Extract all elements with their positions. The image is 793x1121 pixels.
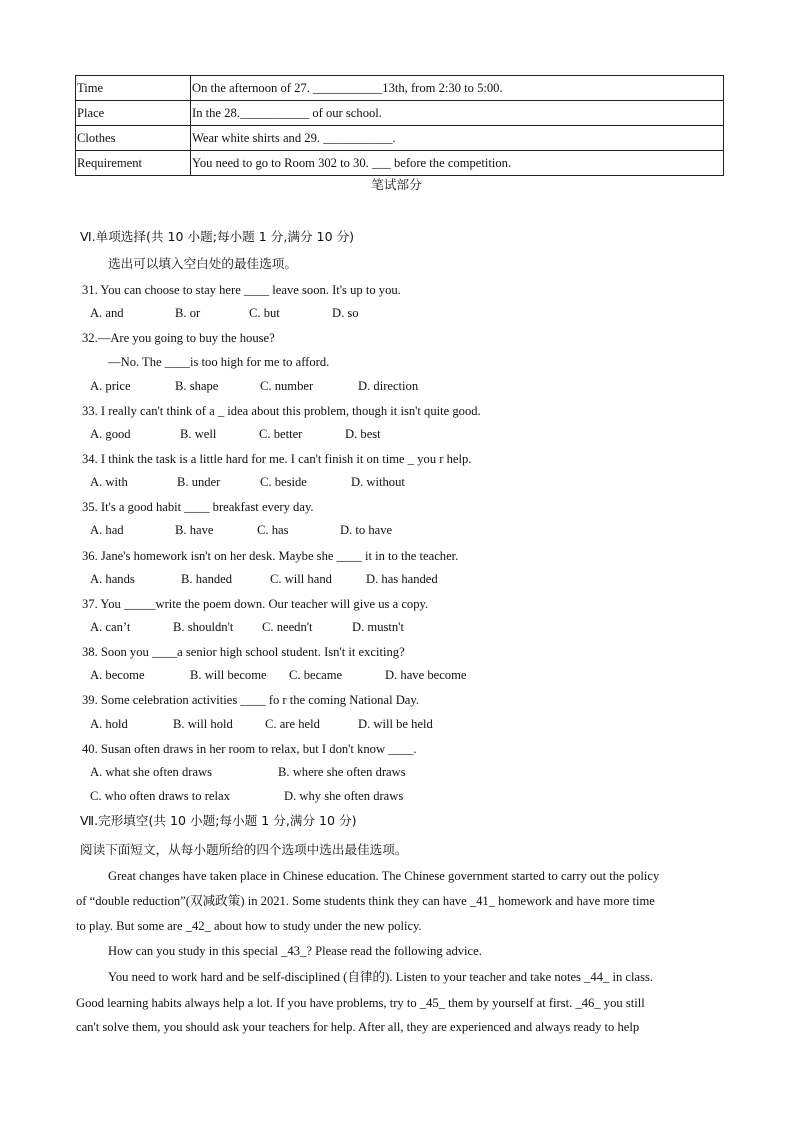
- option: D. best: [345, 427, 381, 441]
- option: B. where she often draws: [278, 765, 406, 779]
- passage-line: of “double reduction”(双减政策) in 2021. Some students think they can have _41_ homework and have more time: [76, 894, 655, 908]
- option: D. to have: [340, 523, 393, 537]
- passage-line: Great changes have taken place in Chinese education. The Chinese government started to carry out the policy: [108, 869, 660, 883]
- table-key: Requirement: [76, 151, 191, 176]
- table-row: [76, 126, 724, 151]
- option: A. good: [90, 427, 131, 441]
- question-stem: 38. Soon you ____a senior high school student. Isn't it exciting?: [82, 645, 405, 659]
- option: B. well: [180, 427, 217, 441]
- option: A. price: [90, 379, 131, 393]
- table-key: Time: [76, 76, 191, 101]
- option: C. number: [260, 379, 314, 393]
- option: C. who often draws to relax: [90, 789, 230, 803]
- passage-line: to play. But some are _42_ about how to study under the new policy.: [76, 919, 422, 933]
- option: A. hands: [90, 572, 135, 586]
- option: D. have become: [385, 668, 467, 682]
- question-stem: 32.—Are you going to buy the house?: [82, 331, 275, 345]
- part6-heading: Ⅵ.单项选择(共 10 小题;每小题 1 分,满分 10 分): [80, 229, 355, 244]
- question-stem: 36. Jane's homework isn't on her desk. Maybe she ____ it in to the teacher.: [82, 549, 459, 563]
- part6-instruction: 选出可以填入空白处的最佳选项。: [108, 256, 297, 271]
- table-row: [76, 101, 724, 126]
- passage-line: Good learning habits always help a lot. If you have problems, try to _45_ them by yourself at first. _46_ you still: [76, 996, 645, 1010]
- option: A. what she often draws: [90, 765, 213, 779]
- table-value: In the 28.___________ of our school.: [191, 101, 724, 126]
- option: A. can’t: [90, 620, 131, 634]
- table-value: Wear white shirts and 29. ___________.: [191, 126, 724, 151]
- table-value: You need to go to Room 302 to 30. ___ before the competition.: [191, 151, 724, 176]
- table-value: On the afternoon of 27. ___________13th, from 2:30 to 5:00.: [191, 76, 724, 101]
- passage-line: can't solve them, you should ask your teachers for help. After all, they are experienced and always ready to help: [76, 1020, 640, 1034]
- option: B. under: [177, 475, 221, 489]
- option: D. direction: [358, 379, 419, 393]
- table-key: Clothes: [76, 126, 191, 151]
- question-stem: 39. Some celebration activities ____ fo r the coming National Day.: [82, 693, 420, 707]
- option: D. has handed: [366, 572, 438, 586]
- option: B. shouldn't: [173, 620, 234, 634]
- option: C. needn't: [262, 620, 313, 634]
- option: B. have: [175, 523, 214, 537]
- question-stem: 34. I think the task is a little hard for me. I can't finish it on time _ you r help.: [82, 452, 472, 466]
- passage-line: How can you study in this special _43_? Please read the following advice.: [108, 944, 482, 958]
- part7-heading: Ⅶ.完形填空(共 10 小题;每小题 1 分,满分 10 分): [80, 813, 357, 828]
- question-stem: 33. I really can't think of a _ idea about this problem, though it isn't quite good.: [82, 404, 481, 418]
- question-stem-reply: —No. The ____is too high for me to afford.: [108, 355, 330, 369]
- info-table: [75, 75, 724, 176]
- option: D. mustn't: [352, 620, 404, 634]
- section-title: 笔试部分: [371, 177, 422, 192]
- table-row: [76, 151, 724, 176]
- question-stem: 31. You can choose to stay here ____ leave soon. It's up to you.: [82, 283, 401, 297]
- option: D. so: [332, 306, 359, 320]
- option: B. handed: [181, 572, 233, 586]
- option: C. has: [257, 523, 289, 537]
- option: B. will hold: [173, 717, 233, 731]
- option: D. why she often draws: [284, 789, 404, 803]
- option: B. or: [175, 306, 201, 320]
- option: D. will be held: [358, 717, 433, 731]
- part7-instruction: 阅读下面短文，从每小题所给的四个选项中选出最佳选项。: [80, 842, 408, 857]
- question-stem: 40. Susan often draws in her room to relax, but I don't know ____.: [82, 742, 417, 756]
- option: A. become: [90, 668, 145, 682]
- question-stem: 37. You _____write the poem down. Our teacher will give us a copy.: [82, 597, 429, 611]
- passage-line: You need to work hard and be self-disciplined (自律的). Listen to your teacher and take notes _44_ in class.: [108, 970, 654, 984]
- option: C. but: [249, 306, 280, 320]
- option: C. beside: [260, 475, 307, 489]
- table-key: Place: [76, 101, 191, 126]
- option: B. shape: [175, 379, 219, 393]
- option: A. and: [90, 306, 124, 320]
- option: A. with: [90, 475, 128, 489]
- option: B. will become: [190, 668, 267, 682]
- option: C. are held: [265, 717, 320, 731]
- question-stem: 35. It's a good habit ____ breakfast every day.: [82, 500, 314, 514]
- option: C. became: [289, 668, 343, 682]
- option: C. better: [259, 427, 303, 441]
- option: A. hold: [90, 717, 128, 731]
- table-row: [76, 76, 724, 101]
- option: A. had: [90, 523, 124, 537]
- option: C. will hand: [270, 572, 332, 586]
- option: D. without: [351, 475, 405, 489]
